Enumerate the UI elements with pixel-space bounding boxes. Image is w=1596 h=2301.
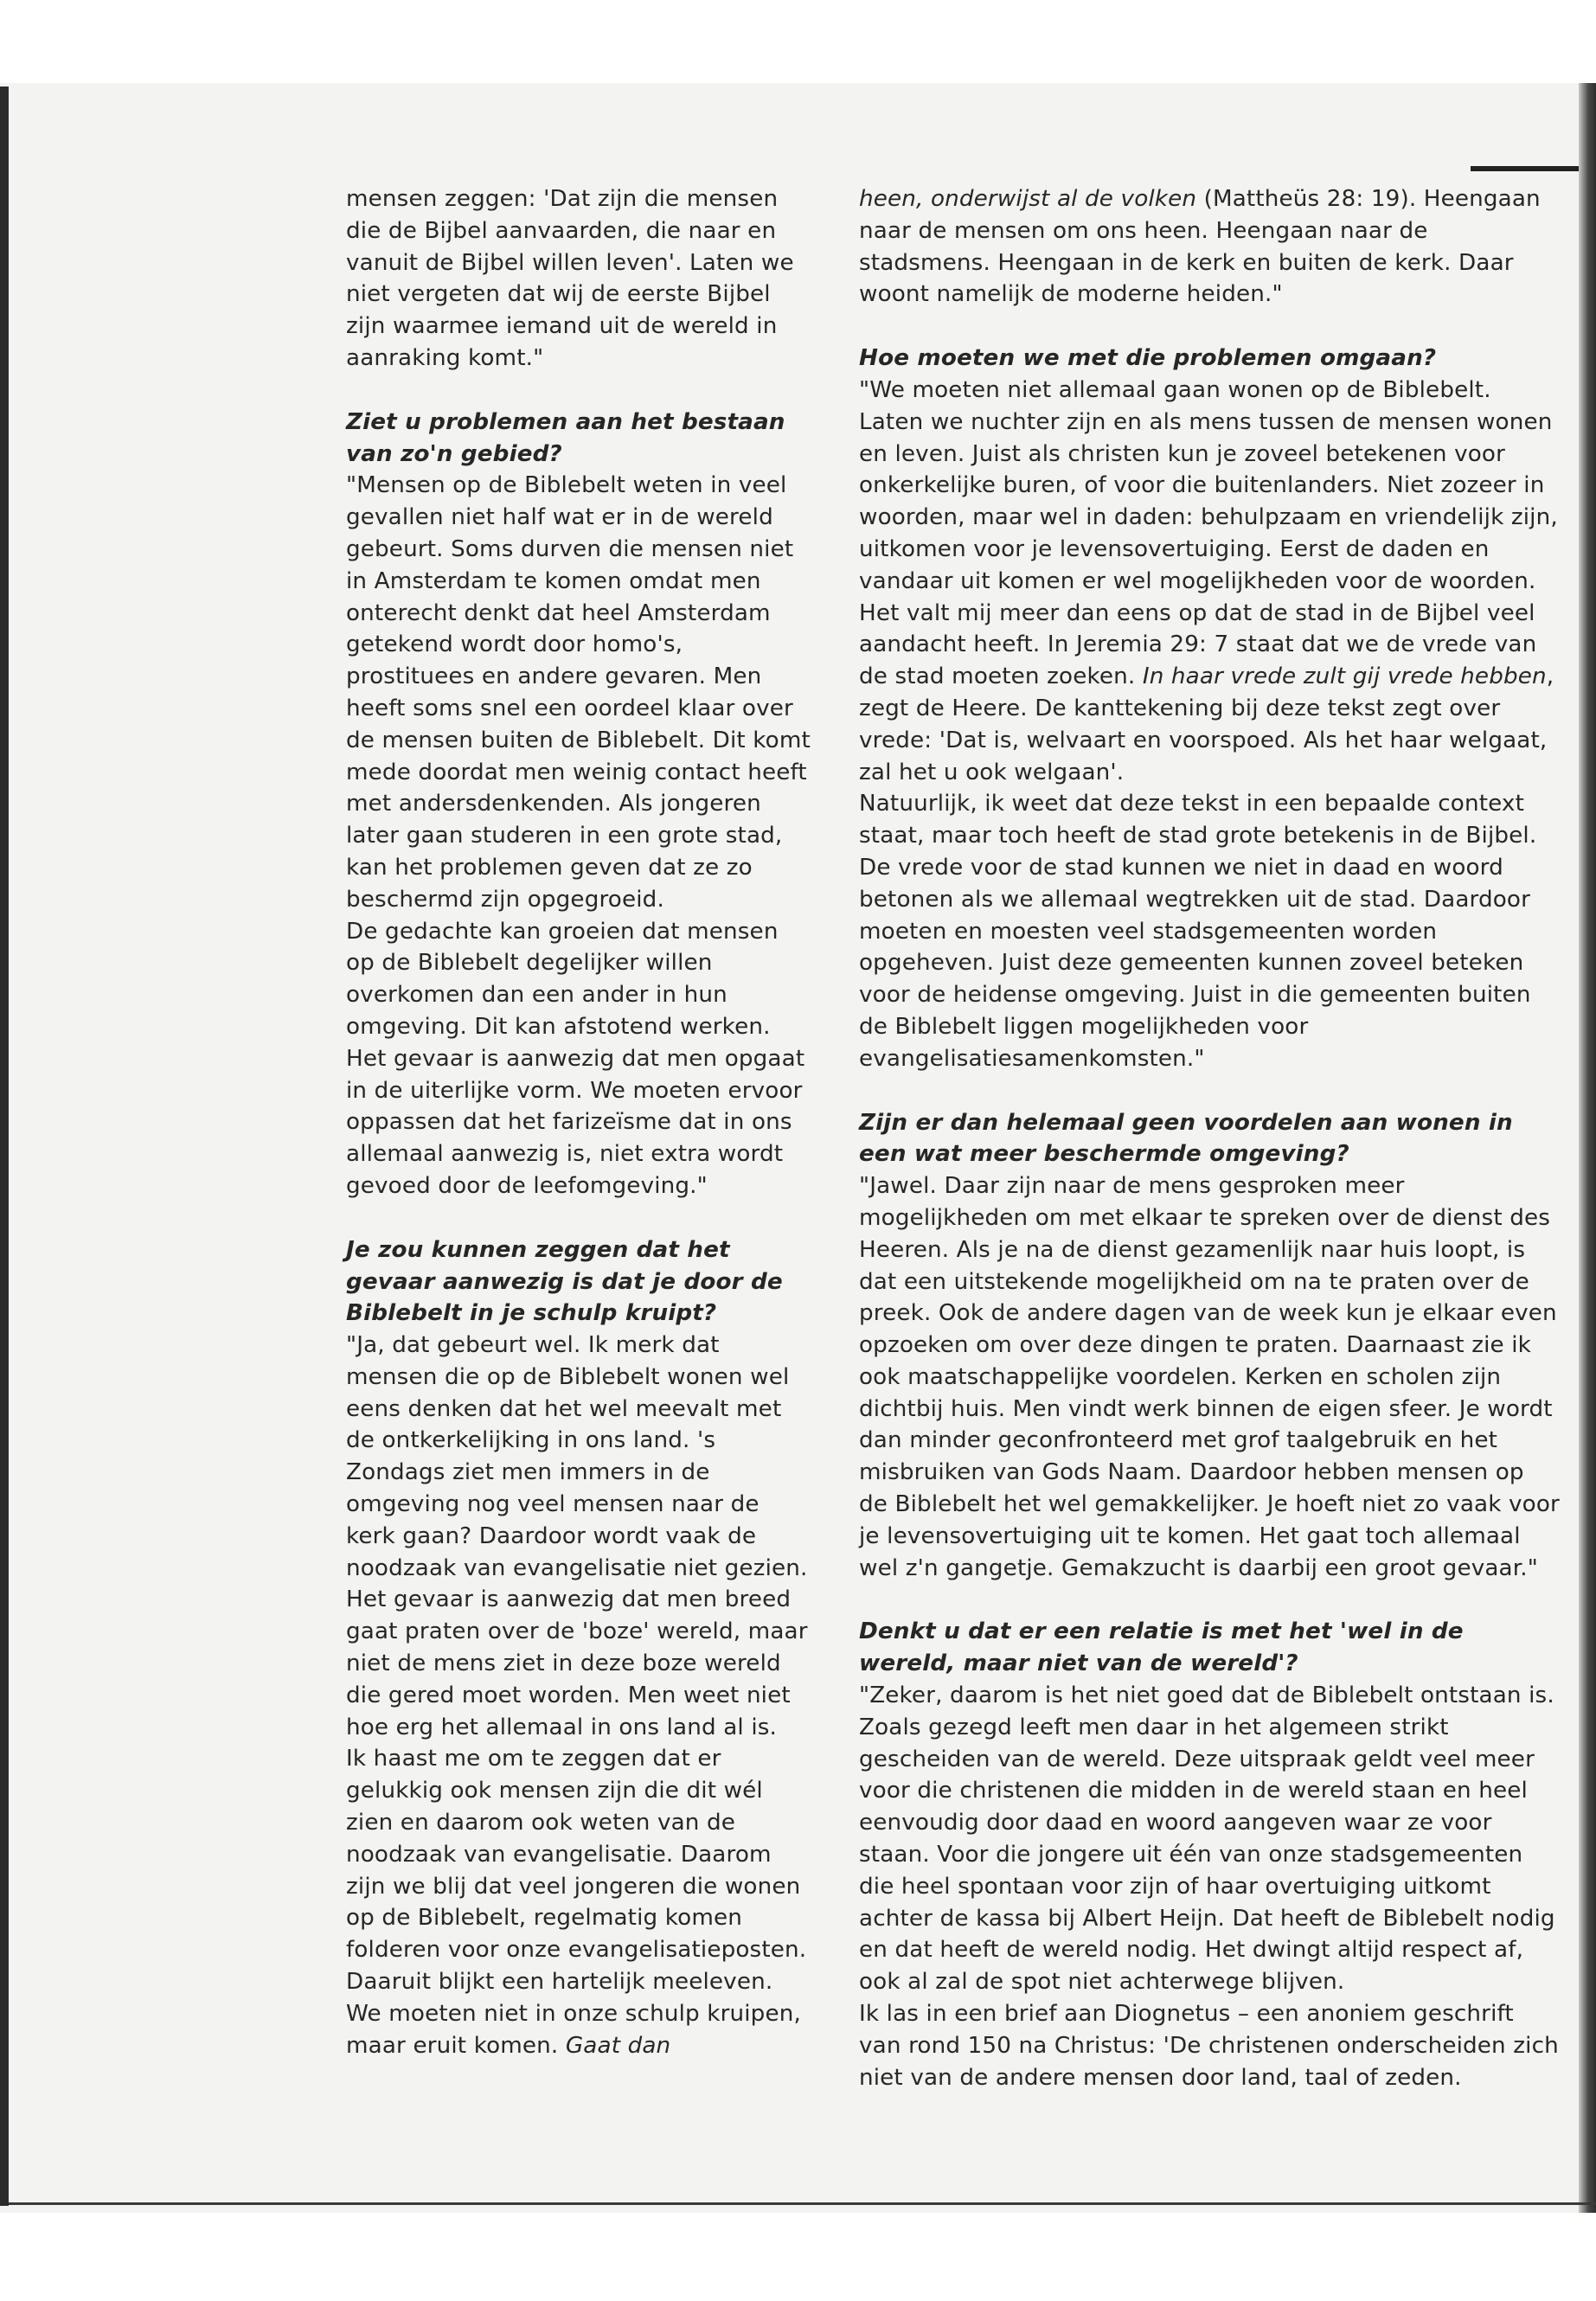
left-paragraph-3: De gedachte kan groeien dat mensen op de Biblebelt degelijker willen overkomen dan een ander in hun omgeving. Dit kan afstotend werken. Het gevaar is aanwezig dat men opgaat in de uiterlijke vorm. We moeten ervoor oppassen dat het farizeïsme dat in ons allemaal aanwezig is, niet extra wordt gevoed door de leefomgeving.": [346, 918, 805, 1199]
question-heading-5-c: '?: [1278, 1650, 1298, 1677]
right-paragraph-4: "Jawel. Daar zijn naar de mens gesproken meer mogelijkheden om met elkaar te spreken over de dienst des Heeren. Als je na de dienst gezamenlijk naar huis loopt, is dat een uitstekende mogelijkheid om na te praten over de preek. Ook de andere dagen van de week kun je elkaar even opzoeken om over deze dingen te praten. Daarnaast zie ik ook maatschappelijke voordelen. Kerken en scholen zijn dichtbij huis. Men vindt werk binnen de eigen sfeer. Je wordt dan minder geconfronteerd met grof taalgebruik en het misbruiken van Gods Naam. Daardoor hebben mensen op de Biblebelt het wel gemakkelijker. Je hoeft niet zo vaak voor je levensovertuiging uit te komen. Het gaat toch allemaal wel z'n gangetje. Gemakzucht is daarbij een groot gevaar.": [859, 1173, 1560, 1581]
right-paragraph-2-text-a: "We moeten niet allemaal gaan wonen op de Biblebelt. Laten we nuchter zijn en als mens tussen de mensen wonen en leven. Juist als christen kun je zoveel betekenen voor onkerkelijke buren, of voor die buitenlanders. Niet zozeer in woorden, maar wel in daden: behulpzaam en vriendelijk zijn, uitkomen voor je levensovertuiging. Eerst de daden en vandaar uit komen er wel mogelijkheden voor de woorden. Het valt mij meer dan eens op dat de stad in de Bijbel veel aandacht heeft. In Jeremia 29: 7 staat dat we de vrede van de stad moeten zoeken.: [859, 376, 1558, 690]
right-paragraph-6: Ik las in een brief aan Diognetus – een anoniem geschrift van rond 150 na Christus: 'De christenen onderscheiden zich niet van de andere mensen door land, taal of zeden.: [859, 2001, 1559, 2091]
bible-quote-start: Gaat dan: [565, 2032, 671, 2059]
right-paragraph-5: "Zeker, daarom is het niet goed dat de Biblebelt ontstaan is. Zoals gezegd leeft men daar in het algemeen strikt gescheiden van de wereld. Deze uitspraak geldt veel meer voor die christenen die midden in de wereld staan en heel eenvoudig door daad en woord aangeven waar ze voor staan. Voor die jongere uit één van onze stadsgemeenten die heel spontaan voor zijn of haar overtuiging uitkomt achter de kassa bij Albert Heijn. Dat heeft de Biblebelt nodig en dat heeft de wereld nodig. Het dwingt altijd respect af, ook al zal de spot niet achterwege blijven.: [859, 1682, 1555, 1996]
page-top-edge: [1471, 166, 1596, 171]
page-bottom-edge: [9, 2202, 1596, 2205]
right-paragraph-1-text: (Mattheüs 28: 19). Heengaan naar de mensen om ons heen. Heengaan naar de stadsmens. Heengaan in de kerk en buiten de kerk. Daar woont namelijk de moderne heiden.": [859, 186, 1541, 308]
left-paragraph-1: mensen zeggen: 'Dat zijn die mensen die de Bijbel aanvaarden, die naar en vanuit de Bijbel willen leven'. Laten we niet vergeten dat wij de eerste Bijbel zijn waarmee iemand uit de wereld in aanraking komt.": [346, 186, 794, 371]
question-heading-5-quote: wel in de wereld, maar niet van de wereld: [859, 1618, 1464, 1677]
right-paragraph-1: [859, 183, 1560, 311]
bible-quote-end: heen, onderwijst al de volken: [859, 186, 1197, 212]
left-column: [346, 183, 813, 2061]
left-paragraph-6-text: We moeten niet in onze schulp kruipen, maar eruit komen.: [346, 2000, 801, 2059]
left-paragraph-6: [346, 1998, 813, 2062]
question-heading-2: Je zou kunnen zeggen dat het gevaar aanwezig is dat je door de Biblebelt in je schulp kruipt?: [346, 1236, 783, 1327]
page-right-edge-shadow: [1579, 83, 1596, 2213]
question-heading-5-a: Denkt u dat er een relatie is met het ': [859, 1618, 1348, 1645]
page-left-edge: [0, 87, 9, 2206]
left-paragraph-2: "Mensen op de Biblebelt weten in veel gevallen niet half wat er in de wereld gebeurt. Soms durven die mensen niet in Amsterdam te komen omdat men onterecht denkt dat heel Amsterdam getekend wordt door homo's, prostituees en andere gevaren. Men heeft soms snel een oordeel klaar over de mensen buiten de Biblebelt. Dit komt mede doordat men weinig contact heeft met andersdenkenden. Als jongeren later gaan studeren in een grote stad, kan het problemen geven dat ze zo beschermd zijn opgegroeid.: [346, 472, 811, 913]
question-heading-4: Zijn er dan helemaal geen voordelen aan wonen in een wat meer beschermde omgeving?: [859, 1109, 1513, 1168]
question-heading-5: [859, 1616, 1560, 1680]
jeremia-quote: In haar vrede zult gij vrede hebben: [1142, 663, 1547, 690]
question-heading-1: Ziet u problemen aan het bestaan van zo'n gebied?: [346, 408, 785, 467]
left-paragraph-5: Ik haast me om te zeggen dat er gelukkig ook mensen zijn die dit wél zien en daarom ook weten van de noodzaak van evangelisatie. Daarom zijn we blij dat veel jongeren die wonen op de Biblebelt, regelmatig komen folderen voor onze evangelisatieposten. Daaruit blijkt een hartelijk meeleven.: [346, 1746, 807, 1996]
question-heading-3: Hoe moeten we met die problemen omgaan?: [859, 345, 1437, 372]
right-paragraph-3: Natuurlijk, ik weet dat deze tekst in een bepaalde context staat, maar toch heeft de stad grote betekenis in de Bijbel. De vrede voor de stad kunnen we niet in daad en woord betonen als we allemaal wegtrekken uit de stad. Daardoor moeten en moesten veel stadsgemeenten worden opgeheven. Juist deze gemeenten kunnen zoveel beteken voor de heidense omgeving. Juist in die gemeenten buiten de Biblebelt liggen mogelijkheden voor evangelisatiesamenkomsten.": [859, 791, 1537, 1072]
right-column: [859, 183, 1560, 2093]
right-paragraph-2: [859, 375, 1560, 788]
right-paragraph-2-text-b: , zegt de Heere. De kanttekening bij deze tekst zegt over vrede: 'Dat is, welvaart en voorspoed. Als het haar welgaat, zal het u ook welgaan'.: [859, 663, 1554, 785]
left-paragraph-4: "Ja, dat gebeurt wel. Ik merk dat mensen die op de Biblebelt wonen wel eens denken dat het wel meevalt met de ontkerkelijking in ons land. 's Zondags ziet men immers in de omgeving nog veel mensen naar de kerk gaan? Daardoor wordt vaak de noodzaak van evangelisatie niet gezien. Het gevaar is aanwezig dat men breed gaat praten over de 'boze' wereld, maar niet de mens ziet in deze boze wereld die gered moet worden. Men weet niet hoe erg het allemaal in ons land al is.: [346, 1332, 808, 1740]
